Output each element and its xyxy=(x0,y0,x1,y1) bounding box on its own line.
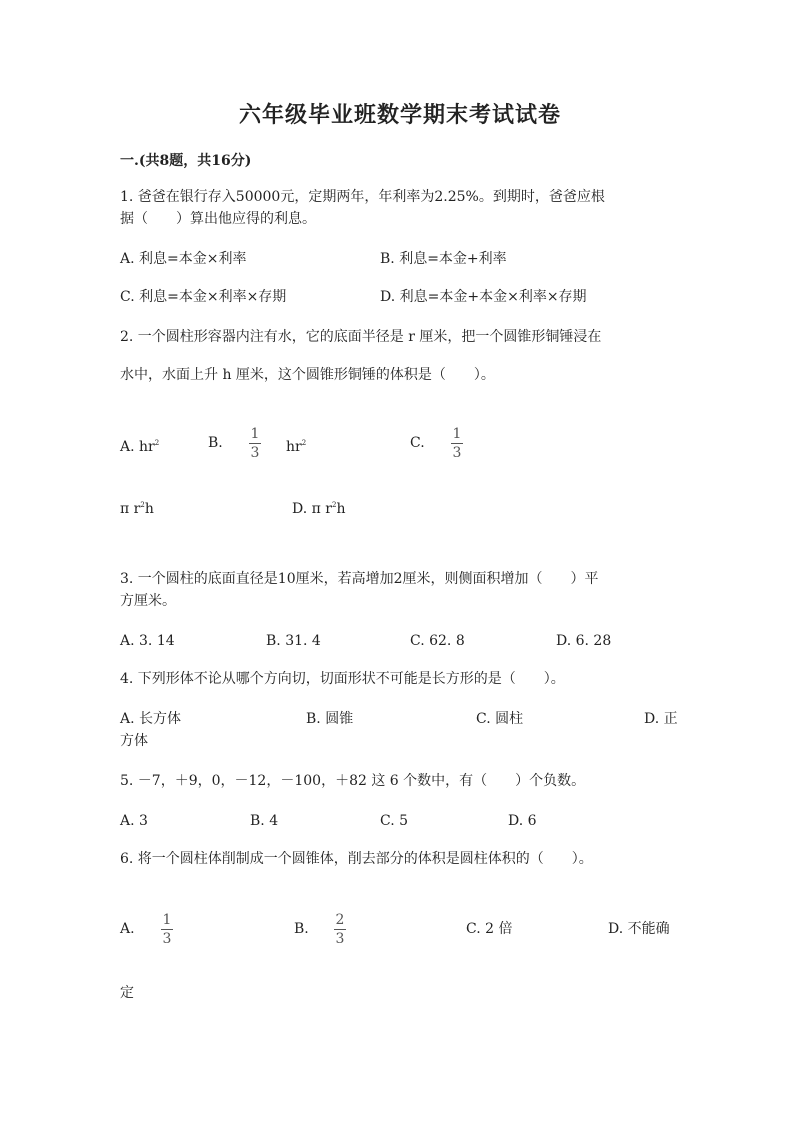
question-3-option-a: A. 3. 14 xyxy=(120,633,175,649)
question-2-option-c-fraction: 1 3 xyxy=(452,426,462,461)
question-6-option-a: A. xyxy=(120,921,135,937)
question-6-option-d: D. 不能确 xyxy=(608,921,670,937)
section-heading: 一.(共8题，共16分) xyxy=(120,153,252,169)
question-2-option-c: C. xyxy=(410,435,425,451)
question-6-option-b: B. xyxy=(294,921,309,937)
question-1-option-b: B. 利息=本金+利率 xyxy=(380,251,507,267)
question-6-option-d-continuation: 定 xyxy=(120,985,134,1001)
question-6-option-c: C. 2 倍 xyxy=(466,921,513,937)
page-title: 六年级毕业班数学期末考试试卷 xyxy=(238,102,561,128)
question-5-option-d: D. 6 xyxy=(508,813,537,829)
question-1-text-line1: 1. 爸爸在银行存入50000元，定期两年，年利率为2.25%。到期时，爸爸应根 xyxy=(120,189,605,205)
question-6-option-a-fraction: 1 3 xyxy=(162,912,172,947)
question-4-option-d: D. 正 xyxy=(644,711,678,727)
question-4-option-b: B. 圆锥 xyxy=(306,711,354,727)
question-2-option-d: D. π $r^2h$ xyxy=(292,501,346,517)
question-6-option-b-fraction: 2 3 xyxy=(335,912,345,947)
question-6-text-line1: 6. 将一个圆柱体削制成一个圆锥体，削去部分的体积是圆柱体积的（ ）。 xyxy=(120,851,593,867)
question-3-text-line1: 3. 一个圆柱的底面直径是10厘米，若高增加2厘米，则侧面积增加（ ）平 xyxy=(120,571,599,587)
question-5-option-a: A. 3 xyxy=(120,813,148,829)
question-3-option-d: D. 6. 28 xyxy=(556,633,612,649)
question-4-text-line1: 4. 下列形体不论从哪个方向切，切面形状不可能是长方形的是（ ）。 xyxy=(120,671,565,687)
question-1-text-line2: 据（ ）算出他应得的利息。 xyxy=(120,211,316,227)
question-5-option-c: C. 5 xyxy=(380,813,409,829)
question-1-option-d: D. 利息=本金+本金×利率×存期 xyxy=(380,289,587,305)
question-2-option-b-fraction: 1 3 xyxy=(250,426,260,461)
question-2-text-line2: 水中，水面上升 h 厘米，这个圆锥形铜锤的体积是（ ）。 xyxy=(120,367,495,383)
question-2-option-b-term: $hr^2$ xyxy=(286,439,307,455)
question-2-option-c-continuation: π $r^2h$ xyxy=(120,501,154,517)
question-4-option-d-continuation: 方体 xyxy=(120,733,148,749)
question-3-option-b: B. 31. 4 xyxy=(266,633,321,649)
question-1-option-a: A. 利息=本金×利率 xyxy=(120,251,247,267)
question-2-option-b: B. xyxy=(208,435,223,451)
question-2-option-a: A. $hr^2$ xyxy=(120,439,160,455)
question-4-option-a: A. 长方体 xyxy=(120,711,182,727)
question-3-text-line2: 方厘米。 xyxy=(120,593,176,609)
question-2-text-line1: 2. 一个圆柱形容器内注有水，它的底面半径是 r 厘米，把一个圆锥形铜锤浸在 xyxy=(120,329,602,345)
question-5-text-line1: 5. －7，＋9，0，－12，－100，＋82 这 6 个数中，有（ ）个负数。 xyxy=(120,773,586,789)
question-3-option-c: C. 62. 8 xyxy=(410,633,465,649)
question-4-option-c: C. 圆柱 xyxy=(476,711,524,727)
question-1-option-c: C. 利息=本金×利率×存期 xyxy=(120,289,287,305)
question-5-option-b: B. 4 xyxy=(250,813,279,829)
